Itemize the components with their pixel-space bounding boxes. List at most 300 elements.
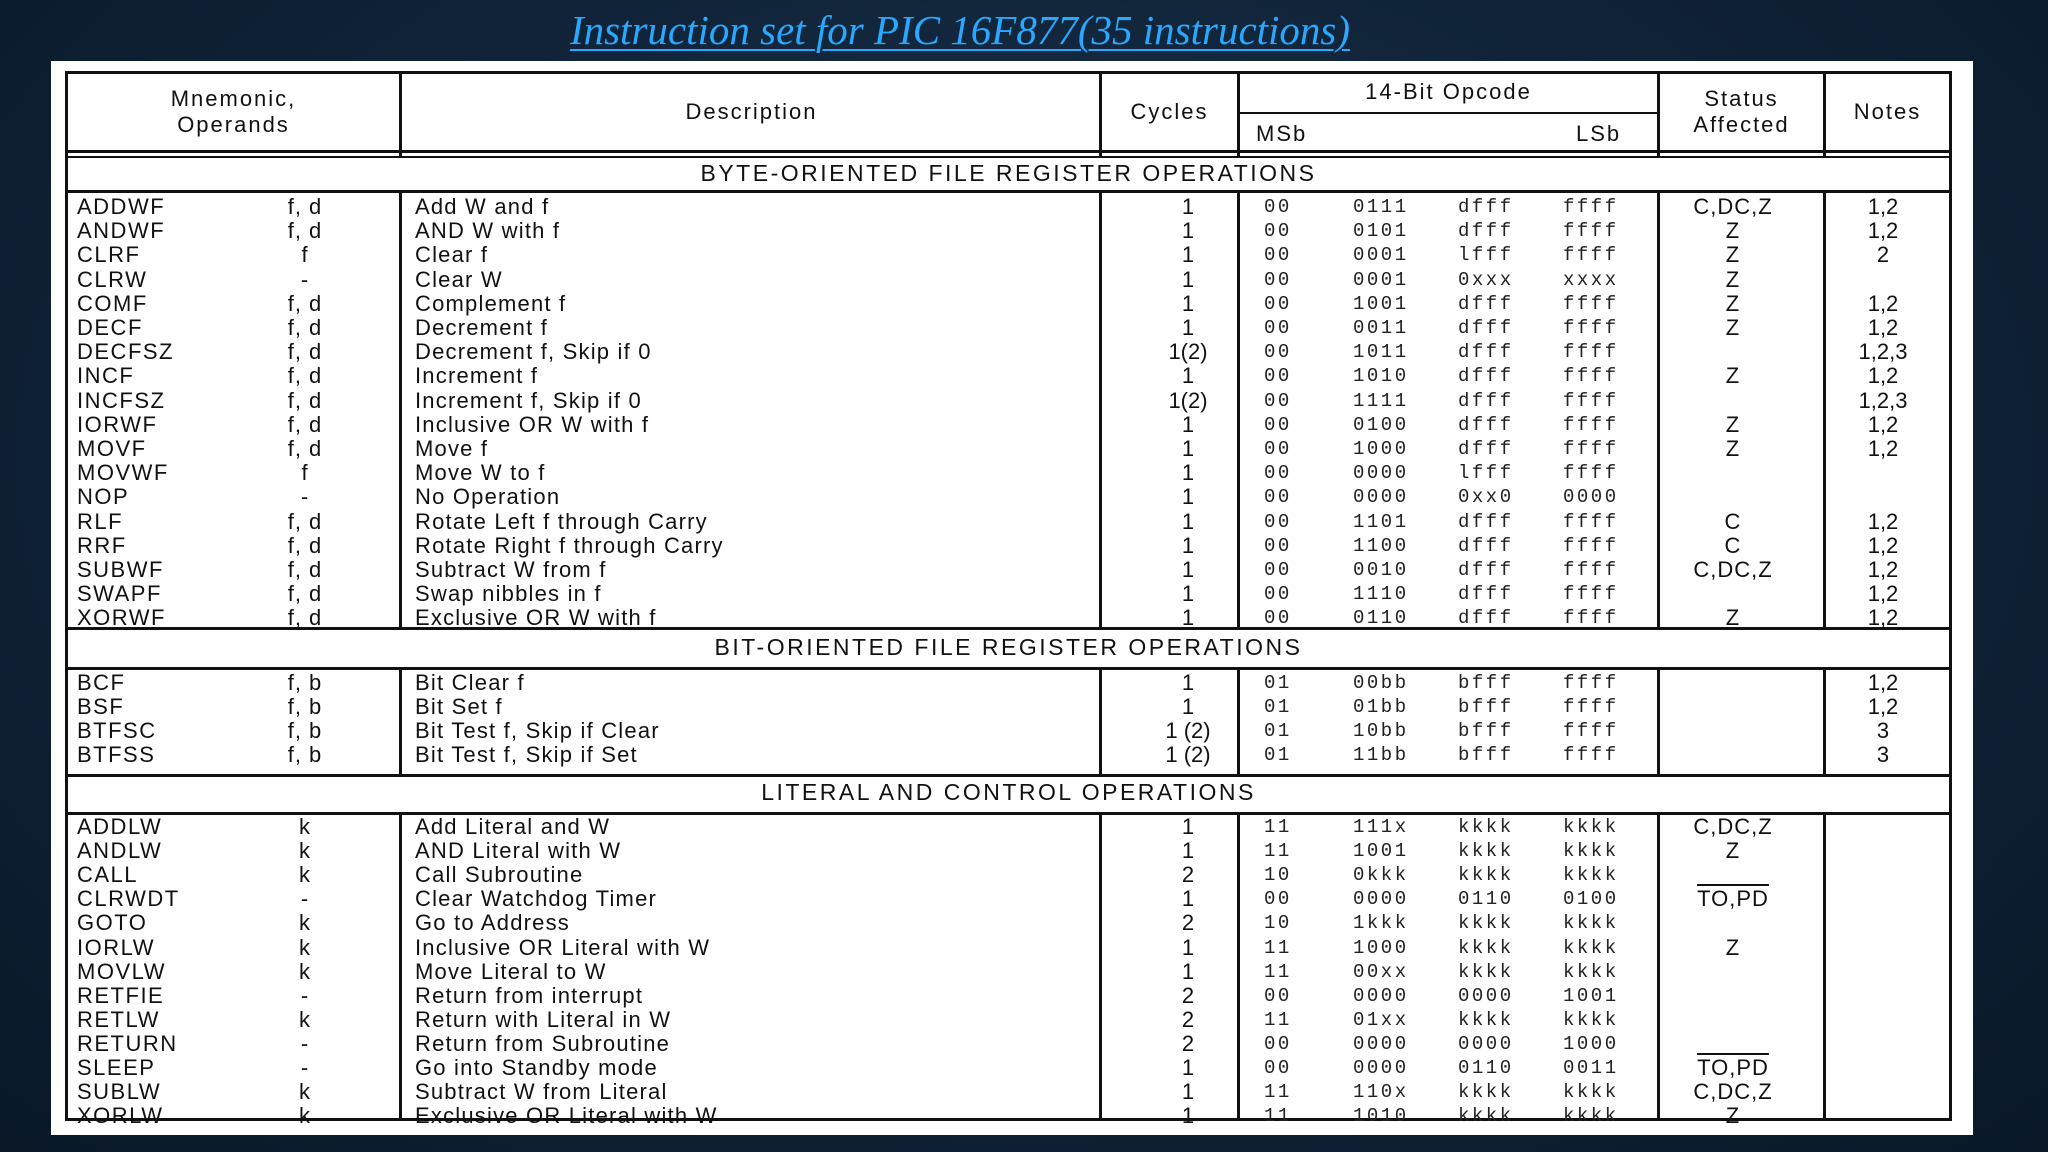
- mnemonic-cell: DECF: [77, 315, 143, 340]
- notes-cell: 1,2: [1867, 694, 1899, 719]
- operands-cell: f, d: [287, 508, 323, 534]
- mnemonic-cell: RETURN: [77, 1030, 178, 1056]
- opcode-group-4-cell: ffff: [1563, 510, 1619, 533]
- mnemonic-cell: CLRWDT: [77, 886, 180, 912]
- opcode-group-2-cell: 1110: [1353, 583, 1409, 606]
- header-divider: [68, 150, 1949, 153]
- opcode-group-4-cell: 0011: [1563, 1057, 1619, 1079]
- opcode-group-2-cell: 0100: [1353, 413, 1409, 436]
- section-rule: [68, 667, 1949, 670]
- opcode-group-1-cell: 00: [1264, 438, 1292, 460]
- cycles-cell: 2: [1181, 982, 1195, 1008]
- operands-cell: f: [301, 460, 309, 486]
- operands-cell: f, d: [287, 363, 323, 389]
- mnemonic-cell: RRF: [77, 532, 127, 558]
- opcode-group-1-cell: 00: [1264, 984, 1292, 1007]
- opcode-group-3-cell: dfff: [1458, 413, 1514, 436]
- column-rule: [1823, 74, 1826, 158]
- opcode-group-2-cell: 110x: [1353, 1081, 1409, 1104]
- opcode-group-2-cell: 0000: [1353, 888, 1409, 911]
- operands-cell: -: [300, 266, 310, 292]
- instruction-table-panel: [51, 61, 1973, 1135]
- opcode-group-1-cell: 00: [1264, 317, 1292, 339]
- column-rule: [1237, 74, 1240, 158]
- cycles-cell: 1(2): [1168, 339, 1208, 365]
- opcode-group-3-cell: bfff: [1458, 720, 1514, 742]
- opcode-group-1-cell: 00: [1264, 1057, 1292, 1079]
- opcode-group-3-cell: dfff: [1458, 196, 1514, 218]
- opcode-group-3-cell: dfff: [1458, 510, 1514, 533]
- opcode-group-3-cell: kkkk: [1458, 816, 1514, 838]
- mnemonic-cell: BSF: [77, 694, 125, 719]
- mnemonic-cell: COMF: [77, 290, 148, 316]
- cycles-cell: 2: [1181, 862, 1195, 888]
- status-affected-cell: Z: [1725, 266, 1741, 292]
- opcode-group-4-cell: ffff: [1563, 534, 1619, 557]
- opcode-group-2-cell: 1101: [1353, 510, 1409, 533]
- description-cell: Go into Standby mode: [415, 1055, 658, 1080]
- cycles-cell: 1: [1181, 1103, 1195, 1129]
- instruction-table: [65, 71, 1952, 1129]
- cycles-cell: 1 (2): [1165, 742, 1211, 767]
- status-affected-cell: C,DC,Z: [1693, 1079, 1773, 1105]
- mnemonic-cell: ANDWF: [77, 218, 166, 244]
- opcode-group-1-cell: 01: [1264, 744, 1292, 766]
- operands-cell: -: [300, 1055, 310, 1080]
- operands-cell: f, d: [287, 532, 323, 558]
- opcode-group-4-cell: ffff: [1563, 672, 1619, 694]
- status-affected-cell: Z: [1725, 838, 1741, 864]
- operands-cell: f, d: [287, 387, 323, 413]
- cycles-cell: 1: [1181, 958, 1195, 984]
- description-cell: Bit Test f, Skip if Set: [415, 742, 638, 767]
- notes-cell: 1,2: [1867, 581, 1899, 607]
- cycles-cell: 1: [1181, 886, 1195, 912]
- description-cell: Inclusive OR Literal with W: [415, 934, 711, 960]
- status-affected-cell: Z: [1725, 218, 1741, 244]
- instruction-row-retfie: [68, 984, 1949, 1008]
- opcode-group-3-cell: kkkk: [1458, 1105, 1514, 1128]
- opcode-group-1-cell: 00: [1264, 607, 1292, 630]
- instruction-row-goto: [68, 911, 1949, 935]
- notes-cell: 1,2: [1867, 363, 1899, 389]
- operands-cell: f, b: [287, 670, 323, 695]
- opcode-group-4-cell: ffff: [1563, 389, 1619, 412]
- mnemonic-cell: SLEEP: [77, 1055, 156, 1080]
- cycles-cell: 1: [1181, 581, 1195, 607]
- notes-cell: 1,2: [1867, 218, 1899, 244]
- opcode-group-3-cell: dfff: [1458, 583, 1514, 606]
- mnemonic-cell: XORWF: [77, 605, 166, 631]
- mnemonic-cell: DECFSZ: [77, 339, 174, 365]
- opcode-group-1-cell: 11: [1264, 960, 1292, 983]
- instruction-row-clrw: [68, 268, 1949, 292]
- opcode-group-2-cell: 0000: [1353, 486, 1409, 509]
- opcode-group-3-cell: 0xxx: [1458, 268, 1514, 291]
- operands-cell: k: [299, 862, 311, 888]
- opcode-group-2-cell: 00bb: [1353, 672, 1409, 694]
- description-cell: Decrement f, Skip if 0: [415, 339, 652, 365]
- description-cell: Complement f: [415, 290, 567, 316]
- mnemonic-cell: INCFSZ: [77, 387, 166, 413]
- opcode-group-3-cell: dfff: [1458, 341, 1514, 364]
- cycles-cell: 1: [1181, 934, 1195, 960]
- mnemonic-cell: BTFSS: [77, 742, 156, 767]
- status-affected-cell: C,DC,Z: [1693, 557, 1773, 582]
- status-affected-cell: C,DC,Z: [1693, 814, 1773, 839]
- instruction-row-swapf: [68, 582, 1949, 606]
- operands-cell: f, d: [287, 218, 323, 244]
- cycles-cell: 1: [1181, 838, 1195, 864]
- description-cell: Rotate Left f through Carry: [415, 508, 708, 534]
- cycles-cell: 1: [1181, 605, 1195, 631]
- opcode-group-4-cell: ffff: [1563, 462, 1619, 485]
- description-cell: Bit Set f: [415, 694, 503, 719]
- opcode-group-1-cell: 01: [1264, 672, 1292, 694]
- cycles-cell: 1: [1181, 694, 1195, 719]
- mnemonic-cell: RETLW: [77, 1006, 160, 1032]
- cycles-cell: 1: [1181, 218, 1195, 244]
- instruction-row-xorwf: [68, 606, 1949, 630]
- opcode-group-2-cell: 1100: [1353, 534, 1409, 557]
- header-lsb: LSb: [1576, 121, 1622, 146]
- opcode-group-1-cell: 00: [1264, 559, 1292, 581]
- instruction-row-retlw: [68, 1008, 1949, 1032]
- opcode-group-3-cell: 0110: [1458, 888, 1514, 911]
- opcode-group-4-cell: kkkk: [1563, 960, 1619, 983]
- section-title-literal-control: LITERAL AND CONTROL OPERATIONS: [761, 779, 1256, 805]
- description-cell: AND Literal with W: [415, 838, 622, 864]
- description-cell: Subtract W from Literal: [415, 1079, 668, 1105]
- operands-cell: -: [300, 982, 310, 1008]
- instruction-row-call: [68, 863, 1949, 887]
- section-title-byte-oriented: BYTE-ORIENTED FILE REGISTER OPERATIONS: [700, 160, 1317, 186]
- opcode-group-4-cell: kkkk: [1563, 936, 1619, 959]
- operands-cell: f, d: [287, 411, 323, 437]
- instruction-row-andlw: [68, 839, 1949, 863]
- notes-cell: 1,2: [1867, 290, 1899, 316]
- instruction-row-clrwdt: [68, 887, 1949, 911]
- mnemonic-cell: RETFIE: [77, 982, 165, 1008]
- opcode-group-4-cell: 1000: [1563, 1032, 1619, 1055]
- mnemonic-cell: BTFSC: [77, 718, 157, 743]
- description-cell: No Operation: [415, 484, 561, 510]
- opcode-group-1-cell: 11: [1264, 1081, 1292, 1104]
- opcode-group-4-cell: ffff: [1563, 696, 1619, 718]
- opcode-group-2-cell: 0010: [1353, 559, 1409, 581]
- status-affected-cell: Z: [1725, 436, 1741, 461]
- opcode-group-3-cell: dfff: [1458, 317, 1514, 339]
- description-cell: Subtract W from f: [415, 557, 607, 582]
- notes-cell: 1,2: [1867, 670, 1899, 695]
- cycles-cell: 1: [1181, 670, 1195, 695]
- opcode-group-1-cell: 10: [1264, 864, 1292, 887]
- description-cell: Bit Test f, Skip if Clear: [415, 718, 660, 743]
- opcode-group-1-cell: 01: [1264, 696, 1292, 718]
- status-affected-cell: Z: [1725, 363, 1741, 389]
- instruction-row-btfsc: [68, 719, 1949, 743]
- operands-cell: f, b: [287, 718, 323, 743]
- mnemonic-cell: GOTO: [77, 910, 148, 936]
- operands-cell: f, d: [287, 315, 323, 340]
- header-msb: MSb: [1256, 121, 1308, 146]
- opcode-group-3-cell: lfff: [1458, 244, 1514, 267]
- status-affected-cell: Z: [1725, 1103, 1741, 1129]
- opcode-group-4-cell: ffff: [1563, 607, 1619, 630]
- opcode-group-1-cell: 11: [1264, 1105, 1292, 1128]
- cycles-cell: 2: [1181, 1030, 1195, 1056]
- opcode-group-3-cell: bfff: [1458, 696, 1514, 718]
- operands-cell: k: [299, 838, 311, 864]
- status-affected-cell: TO,PD: [1697, 1055, 1769, 1080]
- opcode-group-2-cell: 10bb: [1353, 720, 1409, 742]
- mnemonic-cell: XORLW: [77, 1103, 164, 1129]
- description-cell: Swap nibbles in f: [415, 581, 602, 607]
- mnemonic-cell: SUBWF: [77, 557, 164, 582]
- instruction-row-rrf: [68, 534, 1949, 558]
- mnemonic-cell: MOVWF: [77, 460, 169, 486]
- opcode-group-1-cell: 00: [1264, 220, 1292, 243]
- instruction-row-nop: [68, 485, 1949, 509]
- opcode-group-4-cell: ffff: [1563, 292, 1619, 315]
- header-status-line2: Affected: [1693, 112, 1790, 137]
- opcode-group-1-cell: 00: [1264, 365, 1292, 388]
- description-cell: Move f: [415, 436, 489, 461]
- operands-cell: f, d: [287, 581, 323, 607]
- section-title-bit-oriented: BIT-ORIENTED FILE REGISTER OPERATIONS: [714, 634, 1303, 660]
- opcode-group-4-cell: 1001: [1563, 984, 1619, 1007]
- opcode-group-1-cell: 00: [1264, 510, 1292, 533]
- instruction-row-comf: [68, 292, 1949, 316]
- opcode-group-3-cell: 0000: [1458, 1032, 1514, 1055]
- operands-cell: k: [299, 934, 311, 960]
- status-affected-cell: C: [1724, 508, 1742, 534]
- operands-cell: -: [300, 1030, 310, 1056]
- opcode-group-1-cell: 00: [1264, 292, 1292, 315]
- operands-cell: f, b: [287, 694, 323, 719]
- opcode-group-3-cell: dfff: [1458, 365, 1514, 388]
- cycles-cell: 2: [1181, 910, 1195, 936]
- description-cell: Bit Clear f: [415, 670, 525, 695]
- column-rule: [1657, 74, 1660, 158]
- notes-cell: 1,2: [1867, 411, 1899, 437]
- opcode-group-3-cell: bfff: [1458, 672, 1514, 694]
- instruction-row-btfss: [68, 743, 1949, 767]
- cycles-cell: 1: [1181, 290, 1195, 316]
- opcode-group-2-cell: 1001: [1353, 292, 1409, 315]
- description-cell: Add W and f: [415, 194, 550, 219]
- opcode-group-1-cell: 00: [1264, 462, 1292, 485]
- mnemonic-cell: MOVF: [77, 436, 147, 461]
- opcode-group-2-cell: 0000: [1353, 984, 1409, 1007]
- notes-cell: 1,2: [1867, 605, 1899, 631]
- opcode-group-2-cell: 1000: [1353, 936, 1409, 959]
- cycles-cell: 1 (2): [1165, 718, 1211, 743]
- opcode-group-2-cell: 1010: [1353, 1105, 1409, 1128]
- opcode-group-3-cell: dfff: [1458, 438, 1514, 460]
- opcode-group-3-cell: dfff: [1458, 389, 1514, 412]
- opcode-group-4-cell: ffff: [1563, 438, 1619, 460]
- cycles-cell: 2: [1181, 1006, 1195, 1032]
- opcode-group-2-cell: 0011: [1353, 317, 1409, 339]
- opcode-group-2-cell: 1kkk: [1353, 912, 1409, 935]
- status-affected-cell: Z: [1725, 315, 1741, 340]
- notes-cell: 1,2,3: [1858, 387, 1908, 413]
- instruction-row-sleep: [68, 1056, 1949, 1080]
- description-cell: Increment f: [415, 363, 539, 389]
- status-affected-cell: Z: [1725, 934, 1741, 960]
- opcode-group-1-cell: 00: [1264, 268, 1292, 291]
- cycles-cell: 1: [1181, 460, 1195, 486]
- operands-cell: -: [300, 484, 310, 510]
- opcode-group-4-cell: ffff: [1563, 220, 1619, 243]
- opcode-group-2-cell: 00xx: [1353, 960, 1409, 983]
- opcode-group-2-cell: 0101: [1353, 220, 1409, 243]
- description-cell: Move Literal to W: [415, 958, 607, 984]
- instruction-row-iorlw: [68, 936, 1949, 960]
- opcode-group-2-cell: 0000: [1353, 462, 1409, 485]
- opcode-group-3-cell: dfff: [1458, 292, 1514, 315]
- opcode-group-4-cell: 0100: [1563, 888, 1619, 911]
- opcode-group-1-cell: 00: [1264, 583, 1292, 606]
- notes-cell: 1,2: [1867, 436, 1899, 461]
- slide-title: Instruction set for PIC 16F877(35 instructions): [569, 7, 1351, 53]
- opcode-group-4-cell: kkkk: [1563, 912, 1619, 935]
- opcode-group-4-cell: ffff: [1563, 317, 1619, 339]
- opcode-group-2-cell: 0000: [1353, 1057, 1409, 1079]
- opcode-group-1-cell: 11: [1264, 936, 1292, 959]
- description-cell: Move W to f: [415, 460, 546, 486]
- instruction-row-decf: [68, 316, 1949, 340]
- mnemonic-cell: ADDLW: [77, 814, 163, 839]
- operands-cell: f, d: [287, 436, 323, 461]
- operands-cell: f, d: [287, 605, 323, 631]
- operands-cell: f: [301, 242, 309, 268]
- mnemonic-cell: CLRW: [77, 266, 148, 292]
- instruction-row-movf: [68, 437, 1949, 461]
- opcode-group-2-cell: 0110: [1353, 607, 1409, 630]
- opcode-group-1-cell: 01: [1264, 720, 1292, 742]
- cycles-cell: 1: [1181, 436, 1195, 461]
- cycles-cell: 1: [1181, 363, 1195, 389]
- description-cell: Increment f, Skip if 0: [415, 387, 642, 413]
- status-affected-cell: C: [1724, 532, 1742, 558]
- opcode-group-2-cell: 0111: [1353, 196, 1409, 218]
- opcode-group-2-cell: 1010: [1353, 365, 1409, 388]
- operands-cell: k: [299, 1079, 311, 1105]
- column-rule: [399, 74, 402, 158]
- mnemonic-cell: IORWF: [77, 411, 158, 437]
- opcode-group-3-cell: bfff: [1458, 744, 1514, 766]
- notes-cell: 1,2: [1867, 532, 1899, 558]
- instruction-row-andwf: [68, 219, 1949, 243]
- mnemonic-cell: SUBLW: [77, 1079, 162, 1105]
- header-operands: Operands: [177, 112, 290, 137]
- description-cell: Clear W: [415, 266, 503, 292]
- instruction-row-sublw: [68, 1080, 1949, 1104]
- opcode-group-3-cell: kkkk: [1458, 1081, 1514, 1104]
- opcode-group-4-cell: ffff: [1563, 365, 1619, 388]
- cycles-cell: 1: [1181, 814, 1195, 839]
- header-description: Description: [685, 99, 818, 124]
- status-affected-cell: Z: [1725, 605, 1741, 631]
- description-cell: Rotate Right f through Carry: [415, 532, 724, 558]
- cycles-cell: 1: [1181, 315, 1195, 340]
- mnemonic-cell: BCF: [77, 670, 126, 695]
- instruction-row-bcf: [68, 671, 1949, 695]
- opcode-group-2-cell: 0000: [1353, 1032, 1409, 1055]
- description-cell: Exclusive OR Literal with W: [415, 1103, 718, 1129]
- operands-cell: f, b: [287, 742, 323, 767]
- cycles-cell: 1: [1181, 194, 1195, 219]
- cycles-cell: 1: [1181, 242, 1195, 268]
- mnemonic-cell: MOVLW: [77, 958, 166, 984]
- opcode-group-3-cell: dfff: [1458, 534, 1514, 557]
- opcode-group-4-cell: kkkk: [1563, 816, 1619, 838]
- opcode-group-4-cell: 0000: [1563, 486, 1619, 509]
- opcode-group-2-cell: 1011: [1353, 341, 1409, 364]
- instruction-row-movlw: [68, 960, 1949, 984]
- status-affected-cell: Z: [1725, 242, 1741, 268]
- opcode-group-1-cell: 00: [1264, 341, 1292, 364]
- cycles-cell: 1: [1181, 557, 1195, 582]
- instruction-row-incf: [68, 364, 1949, 388]
- opcode-group-4-cell: kkkk: [1563, 1105, 1619, 1128]
- opcode-group-4-cell: ffff: [1563, 196, 1619, 218]
- instruction-row-addlw: [68, 815, 1949, 839]
- description-cell: Return from Subroutine: [415, 1030, 671, 1056]
- instruction-row-clrf: [68, 243, 1949, 267]
- notes-cell: 3: [1876, 742, 1890, 767]
- operands-cell: f, d: [287, 557, 323, 582]
- opcode-group-1-cell: 00: [1264, 389, 1292, 412]
- description-cell: Decrement f: [415, 315, 549, 340]
- opcode-group-4-cell: kkkk: [1563, 840, 1619, 863]
- opcode-group-4-cell: kkkk: [1563, 1081, 1619, 1104]
- opcode-header-divider: [1240, 112, 1657, 114]
- opcode-group-2-cell: 11bb: [1353, 744, 1409, 766]
- description-cell: Clear Watchdog Timer: [415, 886, 658, 912]
- mnemonic-cell: CALL: [77, 862, 139, 888]
- opcode-group-4-cell: ffff: [1563, 559, 1619, 581]
- description-cell: Return with Literal in W: [415, 1006, 672, 1032]
- opcode-group-2-cell: 0001: [1353, 268, 1409, 291]
- description-cell: AND W with f: [415, 218, 561, 244]
- cycles-cell: 1: [1181, 532, 1195, 558]
- status-affected-cell: Z: [1725, 290, 1741, 316]
- instruction-row-incfsz: [68, 389, 1949, 413]
- mnemonic-cell: NOP: [77, 484, 130, 510]
- instruction-row-decfsz: [68, 340, 1949, 364]
- opcode-group-1-cell: 00: [1264, 1032, 1292, 1055]
- header-mnemonic: Mnemonic,: [170, 86, 297, 111]
- opcode-group-1-cell: 00: [1264, 244, 1292, 267]
- opcode-group-4-cell: ffff: [1563, 744, 1619, 766]
- status-affected-cell: TO,PD: [1697, 886, 1769, 912]
- opcode-group-1-cell: 11: [1264, 816, 1292, 838]
- section-rule: [68, 190, 1949, 193]
- description-cell: Clear f: [415, 242, 489, 268]
- operands-cell: f, d: [287, 290, 323, 316]
- opcode-group-4-cell: ffff: [1563, 720, 1619, 742]
- notes-cell: 3: [1876, 718, 1890, 743]
- mnemonic-cell: SWAPF: [77, 581, 162, 607]
- opcode-group-1-cell: 11: [1264, 840, 1292, 863]
- opcode-group-2-cell: 01xx: [1353, 1008, 1409, 1031]
- operands-cell: k: [299, 958, 311, 984]
- cycles-cell: 1: [1181, 1055, 1195, 1080]
- notes-cell: 1,2: [1867, 194, 1899, 219]
